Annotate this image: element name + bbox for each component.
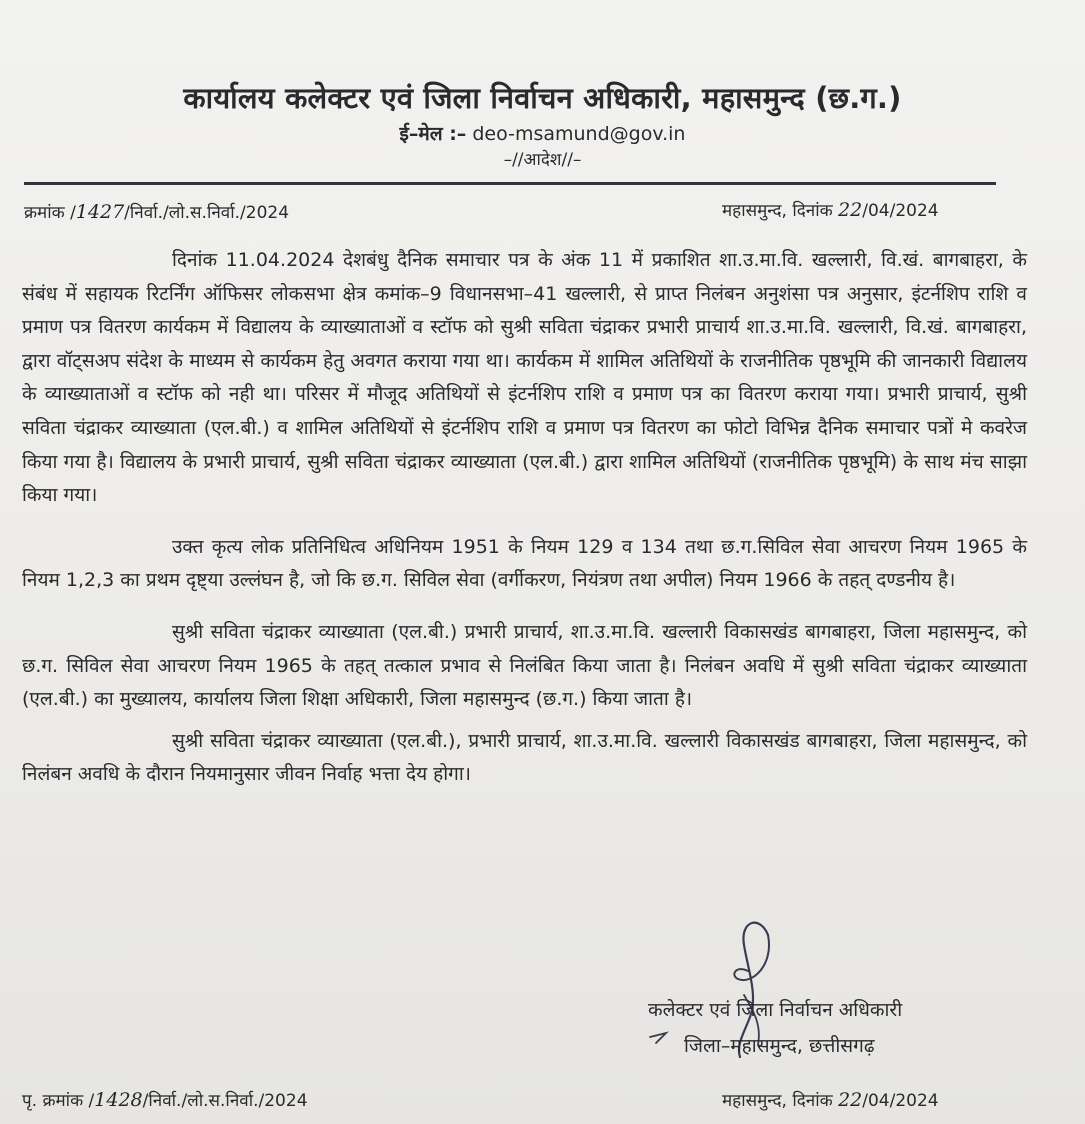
paragraph-3: सुश्री सविता चंद्राकर व्याख्याता (एल.बी.) प्रभारी प्राचार्य, शा.उ.मा.वि. खल्लारी विकासखंड बागबाहरा, जिला महासमुन्द, को छ.ग. सिविल सेवा आचरण नियम 1965 के तहत् तत्काल प्रभाव से निलंबित किया जाता है। निलंबन अवधि में सुश्री सविता चंद्राकर व्याख्याता (एल.बी.) का मुख्यालय, कार्यालय जिला शिक्षा अधिकारी, जिला महासमुन्द (छ.ग.) किया जाता है।	[22, 620, 1027, 711]
paragraph-2: उक्त कृत्य लोक प्रतिनिधित्व अधिनियम 1951 के नियम 129 व 134 तथा छ.ग.सिविल सेवा आचरण नियम 1965 के नियम 1,2,3 का प्रथम दृष्ट्या उल्लंघन है, जो कि छ.ग. सिविल सेवा (वर्गीकरण, नियंत्रण तथा अपील) नियम 1966 के तहत् दण्डनीय है।	[22, 535, 1027, 592]
endorsement-day: 22	[838, 1089, 863, 1111]
email-label: ई–मेल :–	[399, 123, 467, 145]
order-heading: –//आदेश//–	[503, 150, 582, 170]
endorsement-suffix: /निर्वा./लो.स.निर्वा./2024	[142, 1091, 308, 1111]
reference-prefix: क्रमांक /	[24, 203, 76, 223]
reference-place-date-prefix: महासमुन्द, दिनांक	[722, 201, 833, 221]
paragraph-4: सुश्री सविता चंद्राकर व्याख्याता (एल.बी.), प्रभारी प्राचार्य, शा.उ.मा.वि. खल्लारी विकासखंड बागबाहरा, जिला महासमुन्द, को निलंबन अवधि के दौरान नियमानुसार जीवन निर्वाह भत्ता देय होगा।	[22, 729, 1027, 786]
signatory-block	[648, 992, 902, 1064]
endorsement-number-line	[22, 1088, 308, 1111]
reference-number: 1427	[75, 201, 125, 223]
reference-day: 22	[838, 199, 863, 221]
signatory-location: जिला–महासमुन्द, छत्तीसगढ़	[684, 1035, 875, 1057]
office-email-line	[0, 120, 1085, 146]
signatory-designation: कलेक्टर एवं जिला निर्वाचन अधिकारी	[648, 999, 903, 1021]
office-title: कार्यालय कलेक्टर एवं जिला निर्वाचन अधिकारी, महासमुन्द (छ.ग.)	[183, 81, 902, 115]
endorsement-number: 1428	[94, 1089, 143, 1111]
paragraph-1: दिनांक 11.04.2024 देशबंधु दैनिक समाचार पत्र के अंक 11 में प्रकाशित शा.उ.मा.वि. खल्लारी, वि.खं. बागबाहरा, के संबंध में सहायक रिटर्निंग ऑफिसर लोकसभा क्षेत्र कमांक–9 विधानसभा–41 खल्लारी, से प्राप्त निलंबन अनुशंसा पत्र अनुसार, इंटर्नशिप राशि व प्रमाण पत्र वितरण कार्यकम में विद्यालय के व्याख्याताओं व स्टॉफ को सुश्री सविता चंद्राकर प्रभारी प्राचार्य शा.उ.मा.वि. खल्लारी, वि.खं. बागबाहरा, द्वारा वॉट्सअप संदेश के माध्यम से कार्यकम हेतु अवगत कराया गया था। कार्यकम में शामिल अतिथियों के राजनीतिक पृष्ठभूमि की जानकारी विद्यालय के व्याख्याताओं व स्टॉफ को नही था। परिसर में मौजूद अतिथियों से इंटर्नशिप राशि व प्रमाण पत्र का वितरण कराया गया। प्रभारी प्राचार्य, सुश्री सविता चंद्राकर व्याख्याता (एल.बी.) व शामिल अतिथियों से इंटर्नशिप राशि व प्रमाण पत्र वितरण का फोटो विभिन्न दैनिक समाचार पत्रों मे कवरेज किया गया है। विद्यालय के प्रभारी प्राचार्य, सुश्री सविता चंद्राकर व्याख्याता (एल.बी.) द्वारा शामिल अतिथियों (राजनीतिक पृष्ठभूमि) के साथ मंच साझा किया गया।	[22, 249, 1027, 507]
endorsement-date-line	[722, 1088, 939, 1111]
reference-date-suffix: /04/2024	[862, 201, 939, 221]
email-address: deo-msamund@gov.in	[472, 123, 686, 145]
header-divider	[24, 182, 996, 185]
order-body	[22, 244, 1027, 792]
reference-date-line	[722, 198, 939, 221]
reference-suffix: /निर्वा./लो.स.निर्वा./2024	[124, 203, 290, 223]
endorsement-date-suffix: /04/2024	[862, 1091, 939, 1111]
endorsement-prefix: पृ. क्रमांक /	[22, 1091, 95, 1111]
endorsement-place-date-prefix: महासमुन्द, दिनांक	[722, 1091, 833, 1111]
reference-number-line	[24, 200, 289, 223]
